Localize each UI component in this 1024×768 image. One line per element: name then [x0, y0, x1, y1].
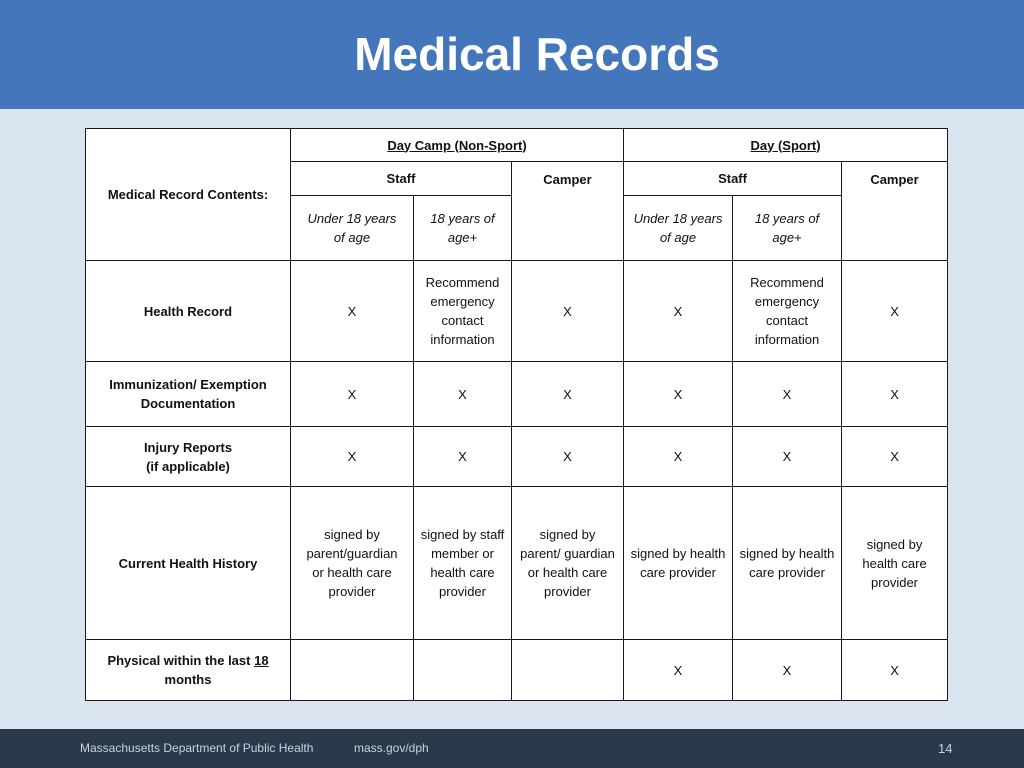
- under-18-header-sport: Under 18 years of age: [624, 196, 733, 261]
- page-title: Medical Records: [354, 28, 720, 80]
- footer-organization: Massachusetts Department of Public Health: [80, 741, 314, 755]
- row-label-health-record: Health Record: [86, 261, 291, 362]
- cell: X: [624, 640, 733, 701]
- over-18-header-nonsport: 18 years of age+: [414, 196, 512, 261]
- camper-header-sport: Camper: [842, 162, 948, 261]
- cell: signed by staff member or health care provider: [414, 487, 512, 640]
- footer-url: mass.gov/dph: [354, 741, 429, 755]
- cell: X: [842, 427, 948, 487]
- table-row: [86, 261, 948, 362]
- cell: X: [414, 362, 512, 427]
- cell: X: [624, 362, 733, 427]
- cell: X: [624, 261, 733, 362]
- cell: X: [512, 261, 624, 362]
- cell: X: [512, 362, 624, 427]
- table-row: [86, 640, 948, 701]
- cell: Recommend emergency contact information: [733, 261, 842, 362]
- row-label-injury-reports: Injury Reports (if applicable): [86, 427, 291, 487]
- cell: X: [291, 362, 414, 427]
- cell: [414, 640, 512, 701]
- staff-header-sport: Staff: [624, 162, 842, 196]
- cell: X: [733, 640, 842, 701]
- table-row: [86, 427, 948, 487]
- cell: signed by parent/guardian or health care provider: [291, 487, 414, 640]
- table-header-row: [86, 129, 948, 162]
- staff-header-nonsport: Staff: [291, 162, 512, 196]
- over-18-header-sport: 18 years of age+: [733, 196, 842, 261]
- cell: [512, 640, 624, 701]
- cell: X: [842, 640, 948, 701]
- cell: X: [512, 427, 624, 487]
- cell: X: [733, 362, 842, 427]
- row-header-title: Medical Record Contents:: [86, 129, 291, 261]
- group-day-camp-non-sport: Day Camp (Non-Sport): [291, 129, 624, 162]
- cell: X: [842, 362, 948, 427]
- cell: signed by health care provider: [842, 487, 948, 640]
- cell: signed by health care provider: [733, 487, 842, 640]
- cell: X: [414, 427, 512, 487]
- cell: X: [733, 427, 842, 487]
- cell: X: [842, 261, 948, 362]
- cell: X: [624, 427, 733, 487]
- group-day-sport: Day (Sport): [624, 129, 948, 162]
- table-row: [86, 487, 948, 640]
- medical-records-table: [85, 128, 948, 701]
- cell: X: [291, 261, 414, 362]
- row-label-current-health-history: Current Health History: [86, 487, 291, 640]
- cell: Recommend emergency contact information: [414, 261, 512, 362]
- row-label-physical: Physical within the last 18 months: [86, 640, 291, 701]
- cell: signed by health care provider: [624, 487, 733, 640]
- row-label-immunization: Immunization/ Exemption Documentation: [86, 362, 291, 427]
- footer-bar: [0, 729, 1024, 768]
- cell: [291, 640, 414, 701]
- under-18-header-nonsport: Under 18 years of age: [291, 196, 414, 261]
- table-row: [86, 362, 948, 427]
- cell: X: [291, 427, 414, 487]
- slide-number: 14: [938, 741, 953, 756]
- cell: signed by parent/ guardian or health care provider: [512, 487, 624, 640]
- camper-header-nonsport: Camper: [512, 162, 624, 261]
